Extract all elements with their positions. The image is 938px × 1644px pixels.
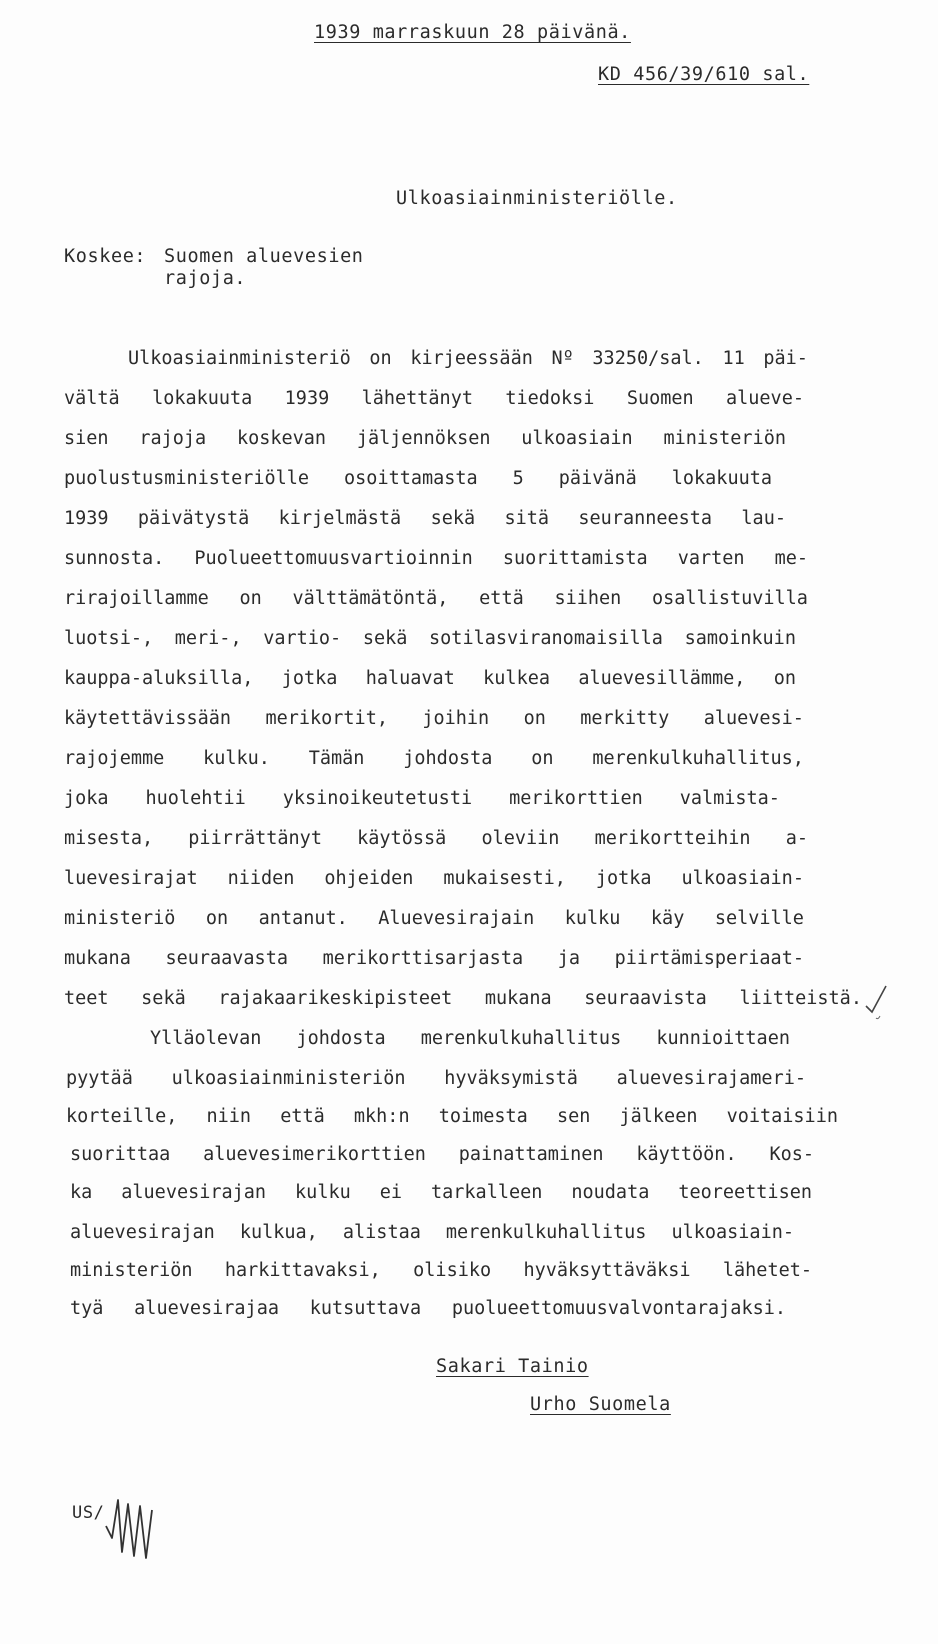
word: jotka	[595, 868, 652, 889]
subject-label: Koskee:	[64, 246, 147, 267]
word: voitaisiin	[726, 1106, 838, 1127]
body-line	[64, 990, 862, 1009]
word: kulku	[564, 908, 621, 929]
word: tarkalleen	[431, 1182, 543, 1203]
word: lähetet-	[722, 1260, 812, 1281]
body-line	[66, 1070, 806, 1089]
body-line	[64, 950, 804, 969]
word: jälkeen	[619, 1106, 698, 1127]
word: vartio-	[263, 628, 342, 649]
body-line	[64, 830, 808, 849]
body-line	[64, 790, 780, 809]
body-line	[64, 550, 808, 569]
word: niin	[206, 1106, 252, 1127]
word: kulku	[295, 1182, 351, 1203]
body-line	[64, 910, 804, 929]
word: osoittamasta	[344, 468, 478, 489]
word: päivänä	[558, 468, 637, 489]
word: oleviin	[481, 828, 560, 849]
word: lokakuuta	[152, 388, 253, 409]
body-line	[64, 430, 786, 449]
word: sotilasviranomaisilla	[429, 628, 663, 649]
body-line	[70, 1224, 794, 1243]
margin-check-mark	[862, 980, 892, 1022]
body-line	[64, 750, 804, 769]
word: että	[479, 588, 524, 609]
body-line	[70, 1184, 812, 1203]
word: yksinoikeutetusti	[282, 788, 473, 809]
word: välttämätöntä,	[292, 588, 449, 609]
word: suorittamista	[502, 548, 648, 569]
word: Tämän	[308, 748, 365, 769]
body-line	[64, 510, 786, 529]
word: teoreettisen	[678, 1182, 812, 1203]
word: käy	[650, 908, 685, 929]
word: a-	[785, 828, 808, 849]
body-line	[70, 1300, 786, 1319]
reference-number: KD 456/39/610 sal.	[598, 64, 810, 85]
word: joihin	[422, 708, 490, 729]
word: alueve-	[726, 388, 804, 409]
word: on	[369, 348, 392, 369]
word: aluevesirajaa	[134, 1298, 279, 1319]
word: pyytää	[66, 1068, 133, 1089]
word: mkh:n	[353, 1106, 410, 1127]
body-line	[64, 710, 804, 729]
body-line	[150, 1030, 790, 1049]
word: seuranneesta	[578, 508, 713, 529]
word: merikortteihin	[594, 828, 751, 849]
signature-sakari-tainio: Sakari Tainio	[436, 1356, 589, 1377]
body-line	[64, 590, 808, 609]
word: on	[523, 708, 546, 729]
word: sitä	[504, 508, 550, 529]
word: Puolueettomuusvartioinnin	[194, 548, 473, 569]
word: selville	[714, 908, 804, 929]
typist-initials: US/	[72, 1503, 105, 1523]
word: kulkua,	[239, 1222, 318, 1243]
word: käytössä	[357, 828, 447, 849]
word: kauppa-aluksilla,	[64, 668, 254, 689]
word: johdosta	[296, 1028, 386, 1049]
word: ministeriön	[70, 1260, 193, 1281]
word: hyväksymistä	[444, 1068, 578, 1089]
subject-line-1: Suomen aluevesien	[164, 246, 364, 267]
word: merikortit,	[265, 708, 388, 729]
word: Suomen	[626, 388, 694, 409]
word: sen	[556, 1106, 591, 1127]
word: sien	[64, 428, 109, 449]
word: ka	[70, 1182, 93, 1203]
word: ja	[557, 948, 580, 969]
word: on	[773, 668, 796, 689]
word: hyväksyttäväksi	[523, 1260, 691, 1281]
word: 33250/sal.	[592, 348, 704, 369]
word: päivätystä	[137, 508, 250, 529]
word: seuraavista	[584, 988, 707, 1009]
recipient: Ulkoasiainministeriölle.	[396, 188, 678, 209]
word: piirrättänyt	[188, 828, 322, 849]
word: liitteistä.	[739, 988, 862, 1009]
word: puolueettomuusvalvontarajaksi.	[451, 1298, 786, 1319]
body-line	[66, 1108, 838, 1127]
word: ohjeiden	[324, 868, 414, 889]
body-line	[64, 870, 804, 889]
word: merikorttisarjasta	[322, 948, 524, 969]
word: rajoja	[139, 428, 207, 449]
word: ei	[379, 1182, 403, 1203]
word: teet	[64, 988, 109, 1009]
word: 1939	[64, 508, 109, 529]
letter-date: 1939 marraskuun 28 päivänä.	[314, 22, 631, 43]
word: antanut.	[258, 908, 348, 929]
word: puolustusministeriölle	[64, 468, 310, 489]
word: merenkulkuhallitus	[445, 1222, 647, 1243]
word: aluevesirajan	[70, 1222, 215, 1243]
word: rajakaarikeskipisteet	[218, 988, 453, 1009]
word: huolehtii	[145, 788, 246, 809]
word: merenkulkuhallitus,	[592, 748, 804, 769]
word: aluevesillämme,	[578, 668, 746, 689]
subject-line-2: rajoja.	[164, 268, 247, 289]
word: misesta,	[64, 828, 154, 849]
word: lau-	[741, 508, 786, 529]
word: ulkoasiain-	[671, 1222, 794, 1243]
word: jäljennöksen	[356, 428, 491, 449]
word: lokakuuta	[671, 468, 772, 489]
word: sekä	[141, 988, 186, 1009]
word: Ulkoasiainministeriö	[128, 348, 351, 369]
word: valmista-	[679, 788, 780, 809]
word: olisiko	[413, 1260, 492, 1281]
word: mukana	[64, 948, 131, 969]
word: Nº	[551, 348, 574, 369]
word: aluevesi-	[703, 708, 804, 729]
word: koskevan	[236, 428, 327, 449]
body-line	[128, 350, 808, 369]
word: siihen	[554, 588, 622, 609]
word: joka	[64, 788, 109, 809]
word: sekä	[430, 508, 476, 529]
body-line	[70, 1262, 812, 1281]
word: johdosta	[403, 748, 493, 769]
word: toimesta	[438, 1106, 528, 1127]
word: tiedoksi	[505, 388, 595, 409]
word: ulkoasiainministeriön	[171, 1068, 406, 1089]
word: kulku.	[203, 748, 270, 769]
word: merenkulkuhallitus	[420, 1028, 622, 1049]
word: tyä	[70, 1298, 104, 1319]
word: päi-	[763, 348, 808, 369]
body-line	[64, 670, 796, 689]
word: Ylläolevan	[150, 1028, 262, 1049]
word: Aluevesirajain	[378, 908, 535, 929]
word: rajojemme	[64, 748, 165, 769]
word: ministeriön	[663, 428, 786, 449]
word: aluevesirajameri-	[616, 1068, 806, 1089]
word: sunnosta.	[64, 548, 165, 569]
word: 1939	[284, 388, 330, 409]
signature-urho-suomela: Urho Suomela	[530, 1394, 671, 1415]
word: varten	[677, 548, 745, 569]
word: vältä	[64, 388, 120, 409]
word: korteille,	[66, 1106, 178, 1127]
word: haluavat	[365, 668, 455, 689]
word: luotsi-,	[64, 628, 154, 649]
word: rirajoillamme	[64, 588, 209, 609]
word: käyttöön.	[636, 1144, 737, 1165]
body-line	[64, 390, 804, 409]
word: suorittaa	[70, 1144, 171, 1165]
word: lähettänyt	[361, 388, 473, 409]
word: kirjeessään	[410, 348, 533, 369]
body-line	[64, 470, 772, 489]
word: kutsuttava	[309, 1298, 422, 1319]
word: 5	[512, 468, 524, 489]
word: kunnioittaen	[656, 1028, 790, 1049]
word: painattaminen	[458, 1144, 604, 1165]
word: noudata	[571, 1182, 650, 1203]
word: sekä	[362, 628, 408, 649]
word: että	[280, 1106, 325, 1127]
word: aluevesimerikorttien	[203, 1144, 426, 1165]
word: 11	[722, 348, 745, 369]
word: ministeriö	[64, 908, 176, 929]
word: merkitty	[580, 708, 670, 729]
body-line	[64, 630, 796, 649]
word: mukaisesti,	[443, 868, 566, 889]
handwritten-initials	[104, 1496, 174, 1566]
word: kulkea	[483, 668, 550, 689]
word: ulkoasiain-	[681, 868, 804, 889]
word: käytettävissään	[64, 708, 232, 729]
word: jotka	[281, 668, 338, 689]
word: merikorttien	[509, 788, 643, 809]
word: Kos-	[769, 1144, 814, 1165]
word: on	[531, 748, 554, 769]
word: ulkoasiain	[521, 428, 633, 449]
word: on	[205, 908, 229, 929]
word: meri-,	[174, 628, 242, 649]
word: seuraavasta	[165, 948, 288, 969]
word: alistaa	[342, 1222, 421, 1243]
word: kirjelmästä	[278, 508, 402, 529]
word: mukana	[484, 988, 552, 1009]
word: aluevesirajan	[121, 1182, 267, 1203]
word: osallistuvilla	[652, 588, 808, 609]
word: on	[239, 588, 262, 609]
word: niiden	[227, 868, 295, 889]
word: harkittavaksi,	[224, 1260, 381, 1281]
word: me-	[774, 548, 808, 569]
word: samoinkuin	[684, 628, 796, 649]
body-line	[70, 1146, 814, 1165]
word: luevesirajat	[64, 868, 198, 889]
word: piirtämisperiaat-	[614, 948, 804, 969]
